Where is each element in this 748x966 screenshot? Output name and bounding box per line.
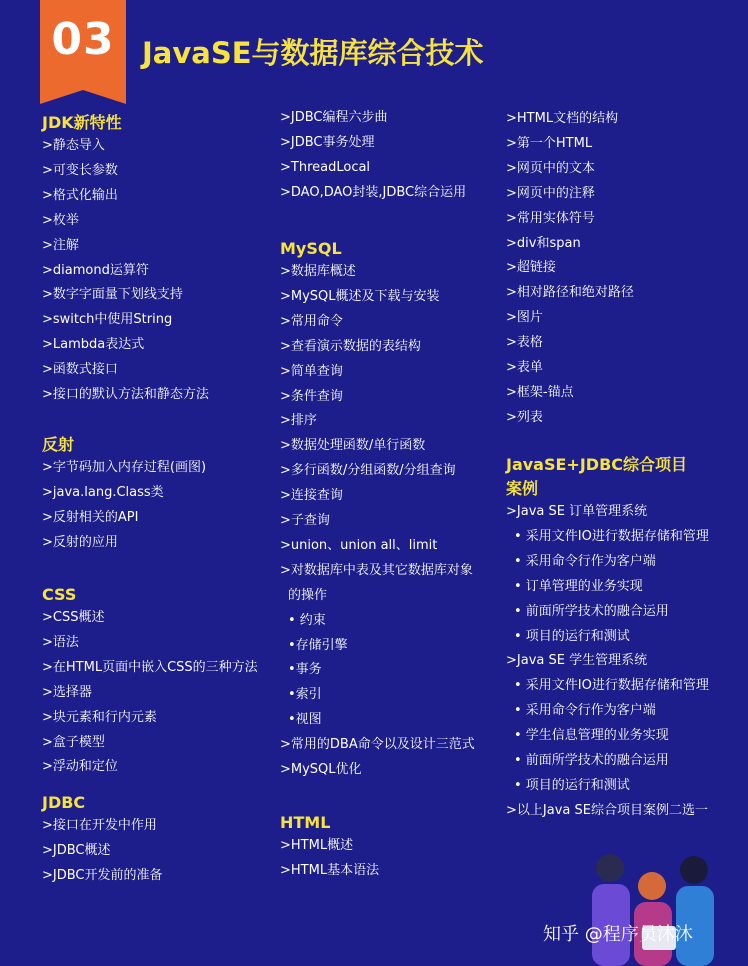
list-item: >常用的DBA命令以及设计三范式 bbox=[280, 737, 475, 753]
list-item: >多行函数/分组函数/分组查询 bbox=[280, 463, 456, 479]
list-item: >DAO,DAO封装,JDBC综合运用 bbox=[280, 184, 467, 200]
list-item: • 采用文件IO进行数据存储和管理 bbox=[514, 528, 709, 544]
list-item: >表格 bbox=[506, 335, 543, 351]
list-item: • 项目的运行和测试 bbox=[514, 628, 630, 644]
list-item: 的操作 bbox=[288, 587, 328, 603]
list-item: • 采用命令行作为客户端 bbox=[514, 553, 656, 569]
list-item: >框架-锚点 bbox=[506, 384, 574, 400]
list-item: •索引 bbox=[288, 687, 322, 703]
list-item: >JDBC概述 bbox=[42, 842, 111, 858]
people-illustration bbox=[560, 840, 748, 966]
list-item: >函数式接口 bbox=[42, 362, 118, 378]
list-item: >网页中的文本 bbox=[506, 160, 595, 176]
list-item: • 约束 bbox=[288, 612, 326, 628]
list-item: >对数据库中表及其它数据库对象 bbox=[280, 562, 473, 578]
list-item: >Java SE 订单管理系统 bbox=[506, 504, 648, 519]
list-item: >CSS概述 bbox=[42, 610, 105, 625]
section-title: JavaSE+JDBC综合项目 bbox=[506, 455, 688, 474]
list-item: >选择器 bbox=[42, 684, 92, 700]
list-item: >union、union all、limit bbox=[280, 537, 438, 553]
section-title: JDBC bbox=[42, 793, 86, 812]
list-item: >反射相关的API bbox=[42, 509, 139, 525]
list-item: >连接查询 bbox=[280, 488, 343, 504]
list-item: >反射的应用 bbox=[42, 534, 118, 550]
list-item: >ThreadLocal bbox=[280, 159, 371, 175]
list-item: >JDBC编程六步曲 bbox=[280, 110, 388, 125]
list-item: >java.lang.Class类 bbox=[42, 484, 164, 500]
list-item: >盒子模型 bbox=[42, 734, 105, 750]
list-item: • 前面所学技术的融合运用 bbox=[514, 603, 669, 619]
list-item: >JDBC事务处理 bbox=[280, 134, 375, 150]
list-item: >格式化输出 bbox=[42, 187, 118, 203]
list-item: >以上Java SE综合项目案例二选一 bbox=[506, 802, 708, 818]
list-item: >简单查询 bbox=[280, 363, 343, 379]
list-item: >接口的默认方法和静态方法 bbox=[42, 387, 209, 402]
list-item: >第一个HTML bbox=[506, 135, 593, 151]
section-title: CSS bbox=[42, 585, 77, 604]
list-item: >枚举 bbox=[42, 212, 79, 228]
list-item: •存储引擎 bbox=[288, 637, 348, 653]
list-item: >静态导入 bbox=[42, 138, 105, 153]
list-item: >相对路径和绝对路径 bbox=[506, 285, 634, 301]
section-title: HTML bbox=[280, 813, 331, 832]
section-title: 反射 bbox=[42, 435, 75, 454]
list-item: >switch中使用String bbox=[42, 312, 173, 328]
list-item: >接口在开发中作用 bbox=[42, 818, 157, 833]
list-item: >Lambda表达式 bbox=[42, 337, 145, 353]
list-item: • 订单管理的业务实现 bbox=[514, 578, 643, 594]
list-item: >常用实体符号 bbox=[506, 210, 595, 226]
list-item: • 学生信息管理的业务实现 bbox=[514, 728, 669, 744]
list-item: >div和span bbox=[506, 235, 581, 251]
list-item: •视图 bbox=[288, 712, 322, 728]
list-item: >网页中的注释 bbox=[506, 185, 595, 201]
list-item: >JDBC开发前的准备 bbox=[42, 867, 163, 883]
list-item: >查看演示数据的表结构 bbox=[280, 338, 421, 354]
list-item: >表单 bbox=[506, 360, 543, 375]
list-item: >超链接 bbox=[506, 260, 556, 276]
list-item: >diamond运算符 bbox=[42, 262, 149, 278]
list-item: >数据库概述 bbox=[280, 264, 356, 279]
list-item: >注解 bbox=[42, 237, 79, 253]
list-item: >常用命令 bbox=[280, 313, 343, 329]
section-title: MySQL bbox=[280, 239, 342, 258]
list-item: >子查询 bbox=[280, 513, 330, 528]
page-title: JavaSE与数据库综合技术 bbox=[142, 36, 484, 70]
list-item: >列表 bbox=[506, 409, 543, 425]
list-item: >在HTML页面中嵌入CSS的三种方法 bbox=[42, 659, 258, 675]
list-item: • 前面所学技术的融合运用 bbox=[514, 753, 669, 768]
list-item: >HTML概述 bbox=[280, 838, 354, 853]
list-item: •事务 bbox=[288, 662, 322, 678]
person-1-head bbox=[596, 854, 624, 882]
list-item: >数据处理函数/单行函数 bbox=[280, 438, 426, 454]
watermark: 知乎 @程序员沐沐 bbox=[543, 924, 693, 945]
list-item: >MySQL概述及下载与安装 bbox=[280, 288, 440, 304]
list-item: >数字字面量下划线支持 bbox=[42, 287, 183, 303]
section-title: 案例 bbox=[506, 479, 539, 498]
list-item: • 采用命令行作为客户端 bbox=[514, 703, 656, 719]
section-number: 03 bbox=[51, 14, 115, 65]
list-item: >语法 bbox=[42, 634, 79, 650]
list-item: • 采用文件IO进行数据存储和管理 bbox=[514, 678, 709, 694]
list-item: >字节码加入内存过程(画图) bbox=[42, 460, 207, 475]
list-item: >HTML文档的结构 bbox=[506, 111, 619, 126]
list-item: >Java SE 学生管理系统 bbox=[506, 653, 648, 669]
section-title: JDK新特性 bbox=[42, 113, 122, 132]
list-item: >图片 bbox=[506, 310, 543, 326]
list-item: >条件查询 bbox=[280, 388, 343, 404]
list-item: >块元素和行内元素 bbox=[42, 709, 157, 725]
person-2-head bbox=[638, 872, 666, 900]
list-item: >可变长参数 bbox=[42, 162, 118, 178]
list-item: >排序 bbox=[280, 413, 317, 429]
person-3-head bbox=[680, 856, 708, 884]
list-item: >MySQL优化 bbox=[280, 762, 362, 777]
section-number-badge bbox=[40, 0, 126, 90]
list-item: >浮动和定位 bbox=[42, 759, 118, 775]
list-item: • 项目的运行和测试 bbox=[514, 777, 630, 793]
list-item: >HTML基本语法 bbox=[280, 862, 380, 878]
